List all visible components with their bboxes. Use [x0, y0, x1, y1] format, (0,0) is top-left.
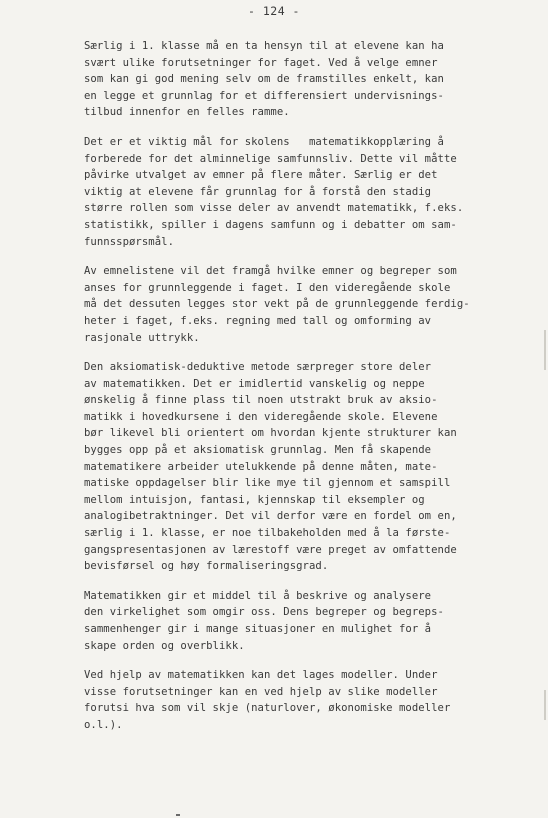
text-line: bevisførsel og høy formaliseringsgrad. — [84, 560, 329, 573]
text-line: må det dessuten legges stor vekt på de grunnleggende ferdig- — [84, 298, 470, 311]
paragraph-1 — [84, 38, 504, 121]
paragraph-4 — [84, 359, 504, 575]
text-line: matikk i hovedkursene i den videregående skole. Elevene — [84, 410, 438, 423]
text-line: anses for grunnleggende i faget. I den videregående skole — [84, 281, 451, 294]
text-line: mellom intuisjon, fantasi, kjennskap til eksempler og — [84, 493, 425, 506]
text-line: tilbud innenfor en felles ramme. — [84, 106, 290, 119]
text-line: av matematikken. Det er imidlertid vanskelig og neppe — [84, 377, 425, 390]
text-line: viktig at elevene får grunnlag for å forstå den stadig — [84, 185, 432, 198]
text-line: den virkelighet som omgir oss. Dens begreper og begreps- — [84, 606, 444, 619]
text-line: funnsspørsmål. — [84, 235, 174, 248]
text-line: matiske oppdagelser blir like mye til gjennom et samspill — [84, 477, 451, 490]
text-line: matematikere arbeider utelukkende på denne måten, mate- — [84, 460, 438, 473]
text-line: bør likevel bli orientert om hvordan kjente strukturer kan — [84, 427, 457, 440]
text-line: Av emnelistene vil det framgå hvilke emner og begreper som — [84, 265, 457, 278]
text-line: Særlig i 1. klasse må en ta hensyn til at elevene kan ha — [84, 40, 444, 52]
text-line: Matematikken gir et middel til å beskrive og analysere — [84, 589, 432, 602]
text-line: større rollen som visse deler av anvendt matematikk, f.eks. — [84, 202, 464, 215]
text-line: o.l.). — [84, 718, 123, 731]
text-line: sammenhenger gir i mange situasjoner en mulighet for å — [84, 623, 432, 635]
text-line: visse forutsetninger kan en ved hjelp av slike modeller — [84, 685, 438, 698]
text-line: en legge et grunnlag for et differensiert undervisnings- — [84, 89, 444, 102]
paragraph-3 — [84, 263, 504, 346]
text-line: analogibetraktninger. Det vil derfor være en fordel om en, — [84, 510, 457, 523]
text-line: skape orden og overblikk. — [84, 639, 245, 652]
text-line: forutsi hva som vil skje (naturlover, økonomiske modeller — [84, 702, 451, 715]
text-line: Det er et viktig mål for skolens matematikkopplæring å — [84, 135, 444, 148]
text-line: påvirke utvalget av emner på flere måter. Særlig er det — [84, 169, 438, 182]
text-line: gangspresentasjonen av lærestoff være preget av omfattende — [84, 543, 457, 556]
text-line: statistikk, spiller i dagens samfunn og i debatter om sam- — [84, 218, 457, 231]
page-number: - 124 - — [248, 4, 300, 18]
scan-artifact — [176, 814, 180, 816]
scan-edge-mark — [544, 330, 546, 370]
text-line: særlig i 1. klasse, er noe tilbakeholden med å la første- — [84, 527, 451, 540]
text-line: bygges opp på et aksiomatisk grunnlag. Men få skapende — [84, 444, 432, 457]
scan-edge-mark — [544, 690, 546, 720]
paragraph-5 — [84, 588, 504, 654]
paragraph-6 — [84, 667, 504, 733]
text-line: heter i faget, f.eks. regning med tall og omforming av — [84, 314, 432, 327]
paragraph-2 — [84, 134, 504, 250]
text-line: rasjonale uttrykk. — [84, 331, 200, 344]
text-line: forberede for det alminnelige samfunnsliv. Dette vil måtte — [84, 152, 457, 165]
text-line: Ved hjelp av matematikken kan det lages modeller. Under — [84, 669, 438, 682]
text-line: Den aksiomatisk-deduktive metode særpreger store deler — [84, 361, 432, 374]
text-line: svært ulike forutsetninger for faget. Ved å velge emner — [84, 56, 438, 69]
document-body — [84, 38, 504, 747]
text-line: som kan gi god mening selv om de framstilles enkelt, kan — [84, 73, 444, 86]
text-line: ønskelig å finne plass til noen utstrakt bruk av aksio- — [84, 394, 438, 407]
